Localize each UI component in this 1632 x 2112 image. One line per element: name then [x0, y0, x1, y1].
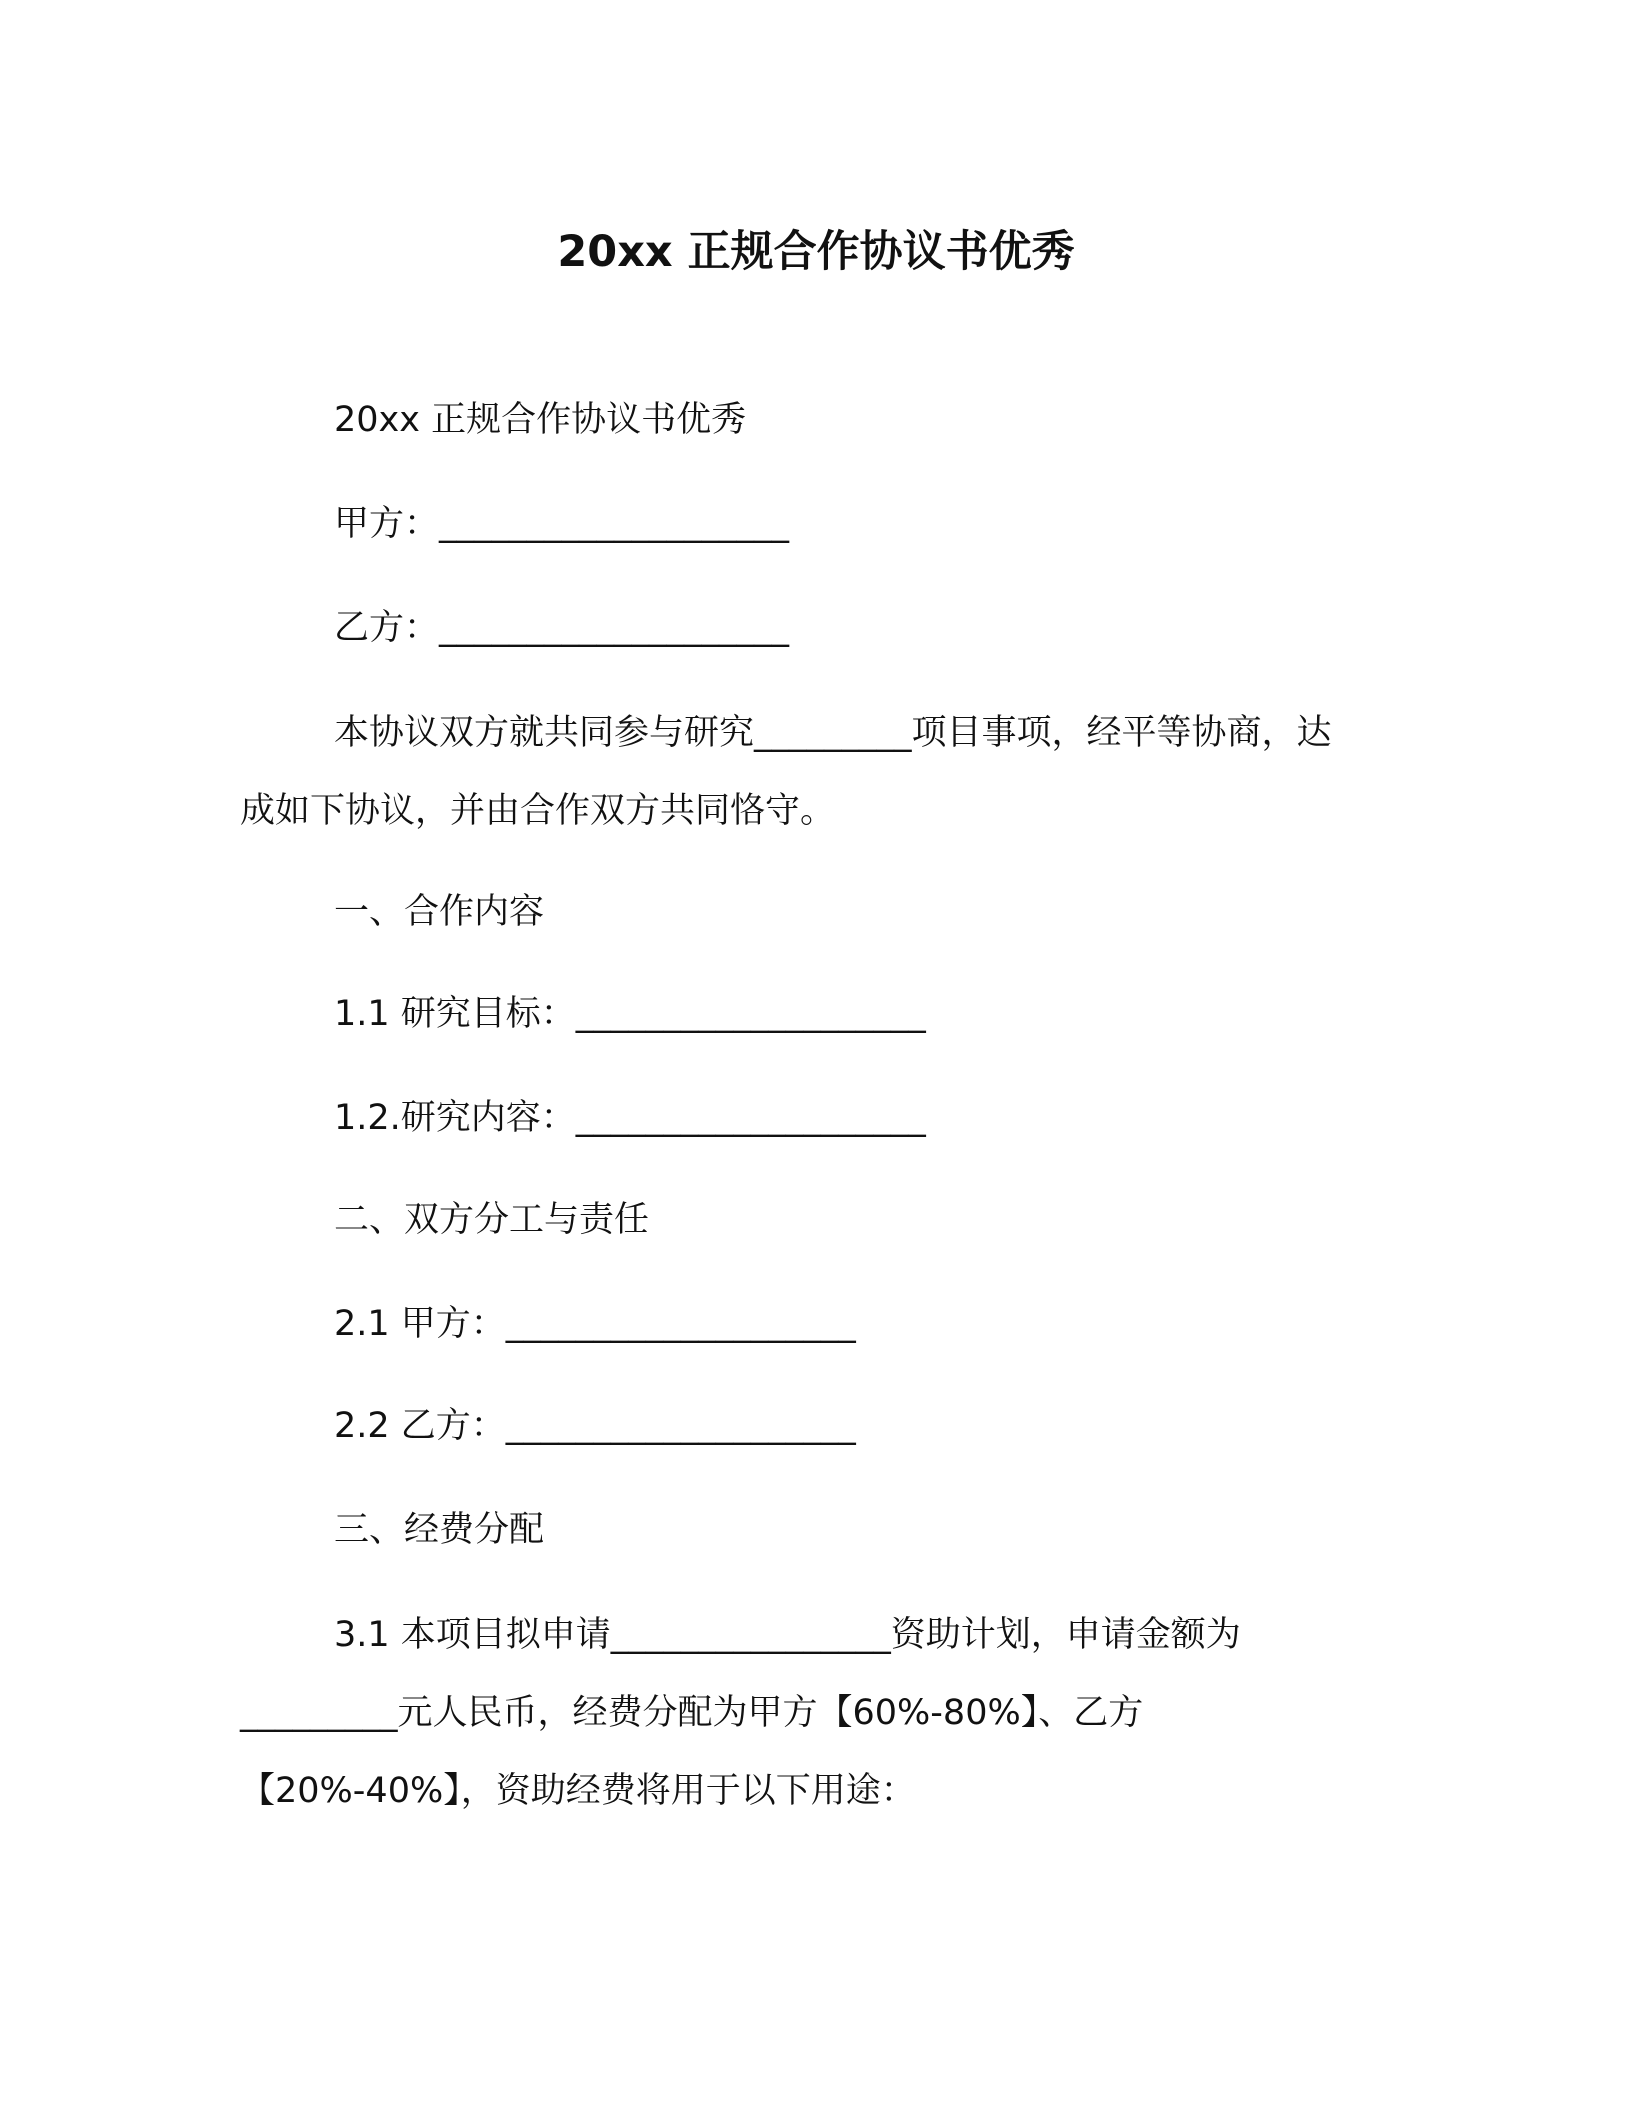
party-b-line: 乙方：____________________ [334, 608, 790, 648]
document-title: 20xx 正规合作协议书优秀 [557, 227, 1075, 277]
item-2-1: 2.1 甲方：____________________ [334, 1304, 856, 1344]
section-2-heading: 二、双方分工与责任 [334, 1200, 650, 1240]
party-a-line: 甲方：____________________ [334, 504, 790, 544]
item-1-2: 1.2.研究内容：____________________ [334, 1098, 926, 1138]
item-2-2: 2.2 乙方：____________________ [334, 1406, 856, 1446]
item-1-1: 1.1 研究目标：____________________ [334, 994, 926, 1034]
section-3-heading: 三、经费分配 [334, 1510, 545, 1550]
document-subtitle: 20xx 正规合作协议书优秀 [334, 400, 747, 440]
intro-paragraph: 本协议双方就共同参与研究_________项目事项，经平等协商，达成如下协议，并由合作双方共同恪守。 [240, 713, 1332, 831]
item-3-1-paragraph: 3.1 本项目拟申请________________资助计划，申请金额为_________元人民币，经费分配为甲方【60%-80%】、乙方【20%-40%】，资助经费将用于以下用途： [240, 1615, 1241, 1811]
section-1-heading: 一、合作内容 [334, 892, 545, 932]
